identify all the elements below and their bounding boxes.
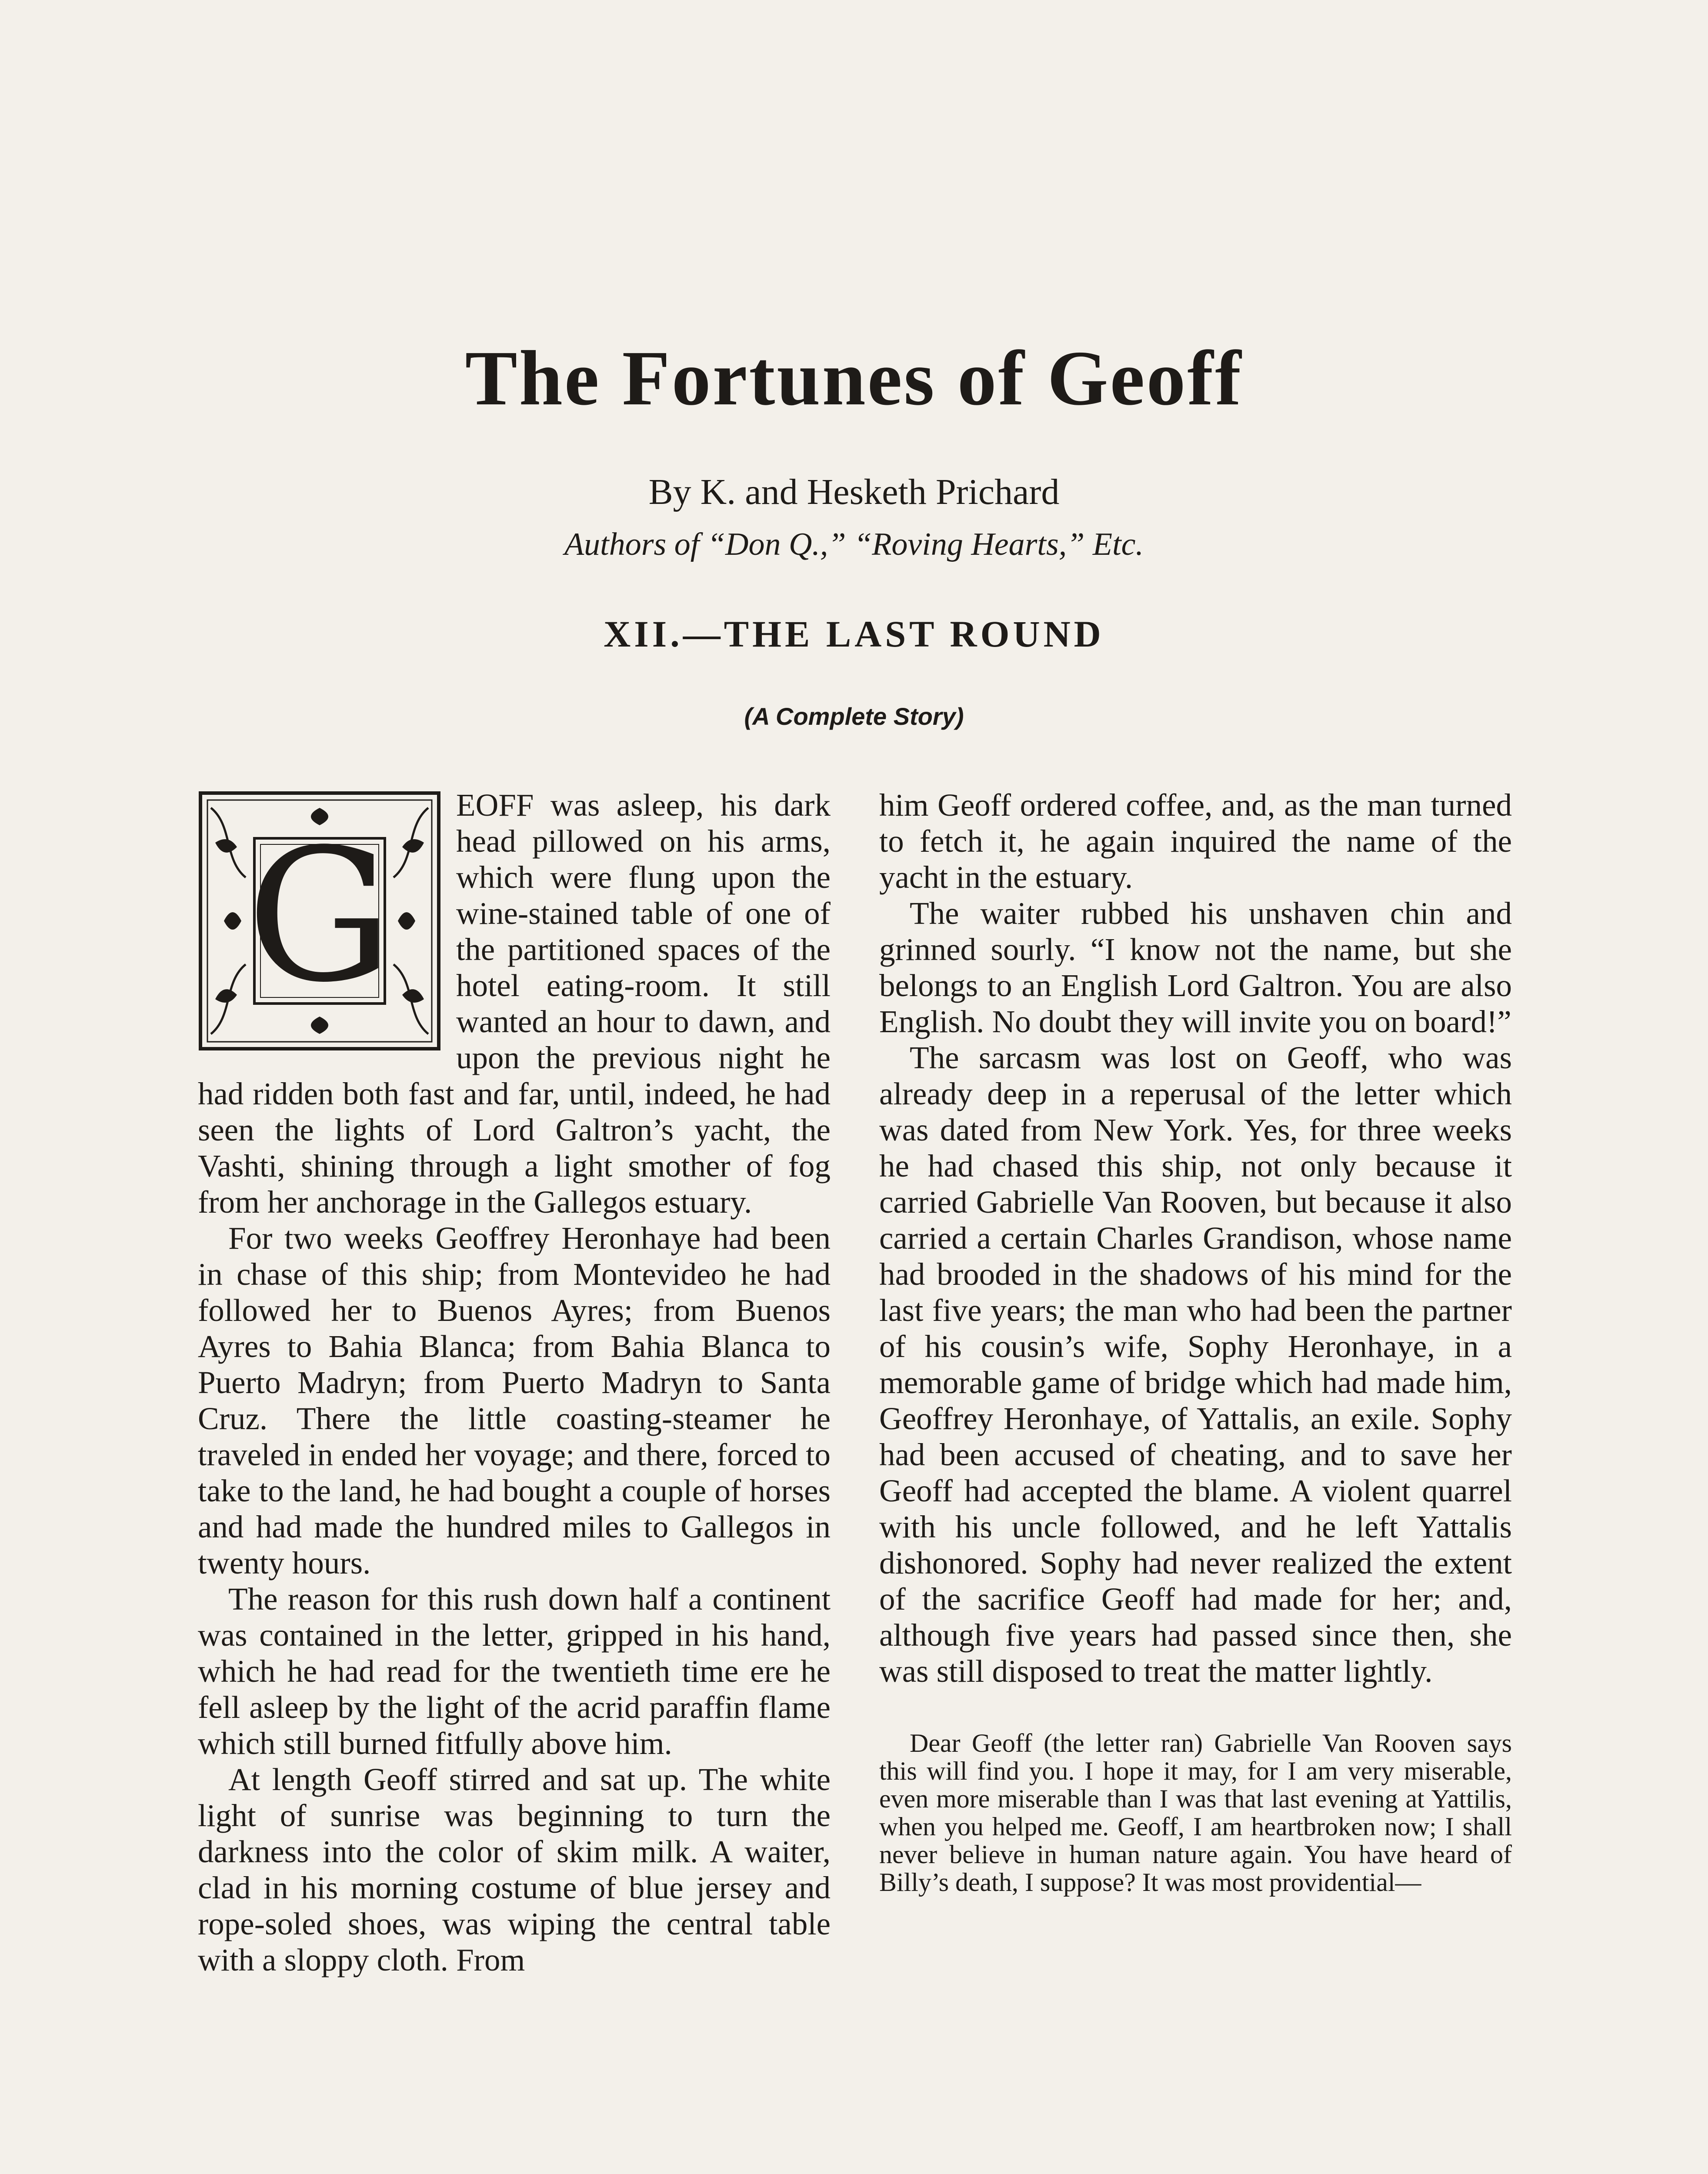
chapter-heading: XII.—THE LAST ROUND [604, 613, 1104, 655]
paragraph: EOFF was asleep, his dark head pillowed on his arms, which were flung upon the wine-stained table of one of the partitioned spaces of the hotel eating-room. It still wanted an hour to dawn, and upon the previous night he had ridden both fast and far, until, indeed, he had seen the lights of Lord Galtron’s yacht, the Vashti, shining through a light smother of fog from her anchorage in the Gallegos estuary. [198, 787, 831, 1220]
paragraph: For two weeks Geoffrey Heronhaye had been in chase of this ship; from Montevideo he had followed her to Buenos Ayres; from Buenos Ayres to Bahia Blanca; from Bahia Blanca to Puerto Madryn; from Puerto Madryn to Santa Cruz. There the little coasting-steamer he traveled in ended her voyage; and there, forced to take to the land, he had bought a couple of horses and had made the hundred miles to Gallegos in twenty hours. [198, 1220, 831, 1580]
story-subtitle: (A Complete Story) [744, 703, 964, 730]
dropcap-letter: G [247, 810, 393, 1023]
paragraph: The waiter rubbed his unshaven chin and grinned sourly. “I know not the name, but she belongs to an English Lord Galtron. You are also English. No doubt they will invite you on board!” [879, 896, 1512, 1039]
paragraph: At length Geoff stirred and sat up. The white light of sunrise was beginning to turn the darkness into the color of skim milk. A waiter, clad in his morning costume of blue jersey and rope-soled shoes, was wiping the central table with a sloppy cloth. From [198, 1762, 831, 1977]
left-column [198, 787, 831, 1978]
quoted-letter [879, 1729, 1512, 1896]
ornamental-dropcap [198, 790, 441, 1051]
paragraph: him Geoff ordered coffee, and, as the man turned to fetch it, he again inquired the name of the yacht in the estuary. [879, 787, 1512, 895]
authors-credits: Authors of “Don Q.,” “Roving Hearts,” Etc. [564, 527, 1144, 562]
paragraph: The reason for this rush down half a continent was contained in the letter, gripped in his hand, which he had read for the twentieth time ere he fell asleep by the light of the acrid paraffin flame which still burned fitfully above him. [198, 1581, 831, 1761]
right-column [879, 787, 1512, 1896]
letter-text: Dear Geoff (the letter ran) Gabrielle Van Rooven says this will find you. I hope it may, for I am very miserable, even more miserable than I was that last evening at Yattilis, when you helped me. Geoff, I am heartbroken now; I shall never believe in human nature again. You have heard of Billy’s death, I suppose? It was most providential— [879, 1729, 1512, 1897]
byline: By K. and Hesketh Prichard [648, 472, 1060, 512]
story-title: The Fortunes of Geoff [465, 335, 1243, 421]
paragraph: The sarcasm was lost on Geoff, who was already deep in a reperusal of the letter which was dated from New York. Yes, for three weeks he had chased this ship, not only because it carried Gabrielle Van Rooven, but because it also carried a certain Charles Grandison, whose name had brooded in the shadows of his mind for the last five years; the man who had been the partner of his cousin’s wife, Sophy Heronhaye, in a memorable game of bridge which had made him, Geoffrey Heronhaye, of Yattalis, an exile. Sophy had been accused of cheating, and to save her Geoff had accepted the blame. A violent quarrel with his uncle followed, and he left Yattalis dishonored. Sophy had never realized the extent of the sacrifice Geoff had made for her; and, although five years had passed since then, she was still disposed to treat the matter lightly. [879, 1040, 1512, 1689]
